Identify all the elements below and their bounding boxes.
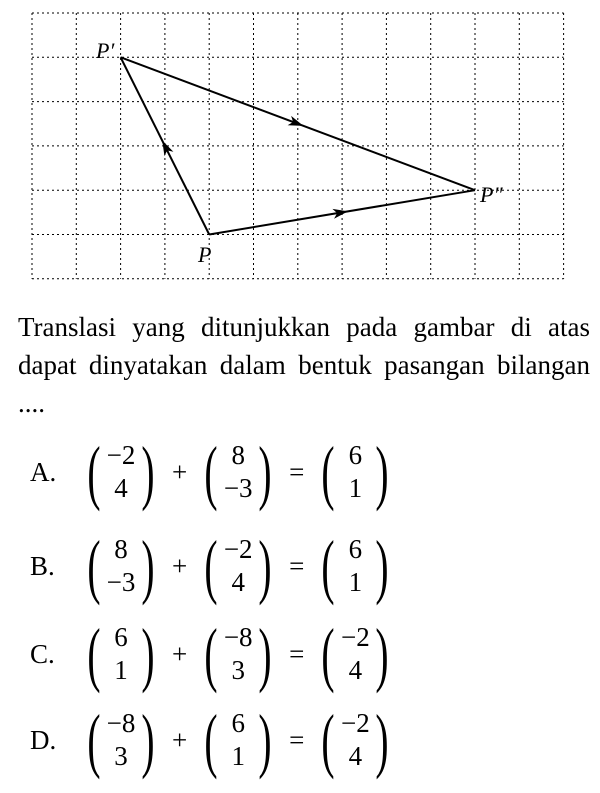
option-c[interactable] [30,614,394,694]
label-p-double-prime: P″ [480,182,503,207]
equals-sign: = [289,550,305,581]
column-vector: ( −2 4 ) [87,432,155,512]
vector-bottom: 4 [231,567,245,597]
vector-bottom: 1 [114,655,128,685]
vector-top: 8 [114,534,128,564]
vector-bottom: 1 [231,741,245,771]
vector-bottom: −3 [223,473,253,503]
equals-sign: = [289,724,305,755]
vector-bottom: −3 [106,567,136,597]
column-vector: ( 6 1 ) [321,526,389,606]
question-text: Translasi yang ditunjukkan pada gambar di atas dapat dinyatakan dalam bentuk pasangan bilangan .... [18,312,590,418]
translation-diagram [0,0,600,300]
column-vector: ( 6 1 ) [87,614,155,694]
option-letter: D. [30,724,57,755]
vector-top: −2 [341,622,370,652]
point-labels [95,38,503,267]
column-vector: ( 6 1 ) [321,432,389,512]
vector-top: 8 [231,440,245,470]
equals-sign: = [289,638,305,669]
column-vector: ( 8 −3 ) [204,432,272,512]
equals-sign: = [289,456,305,487]
vector-bottom: 4 [348,655,363,685]
option-b[interactable] [30,526,394,606]
arrowhead-icon [288,116,306,131]
label-p-prime: P′ [96,38,115,63]
vector-top: 6 [348,440,363,470]
column-vector: ( 6 1 ) [204,700,272,780]
vector-top: −2 [223,534,253,564]
plus-sign: + [171,724,188,755]
vector-top: −2 [341,708,370,738]
vector-top: −8 [223,622,253,652]
column-vector: ( −2 4 ) [321,700,389,780]
column-vector: ( 8 −3 ) [87,526,155,606]
vector-bottom: 4 [114,473,128,503]
plus-sign: + [171,550,188,581]
option-letter: B. [30,550,55,581]
vector-top: 6 [114,622,128,652]
vector-bottom: 1 [348,473,363,503]
vector-top: 6 [348,534,363,564]
arrowhead-icon [158,138,174,156]
vector-bottom: 3 [231,655,245,685]
vector-top: 6 [231,708,245,738]
vector-top: −8 [106,708,136,738]
label-p: P [198,242,212,267]
vector-bottom: 4 [348,741,363,771]
plus-sign: + [171,638,188,669]
option-a[interactable] [30,432,394,512]
vector-top: −2 [106,440,136,470]
vector-bottom: 3 [114,741,128,771]
option-d[interactable] [30,700,394,780]
option-letter: A. [30,456,57,487]
option-letter: C. [30,638,55,669]
vector-bottom: 1 [348,567,363,597]
column-vector: ( −8 3 ) [87,700,155,780]
plus-sign: + [171,456,188,487]
column-vector: ( −2 4 ) [321,614,389,694]
column-vector: ( −2 4 ) [204,526,272,606]
column-vector: ( −8 3 ) [204,614,272,694]
